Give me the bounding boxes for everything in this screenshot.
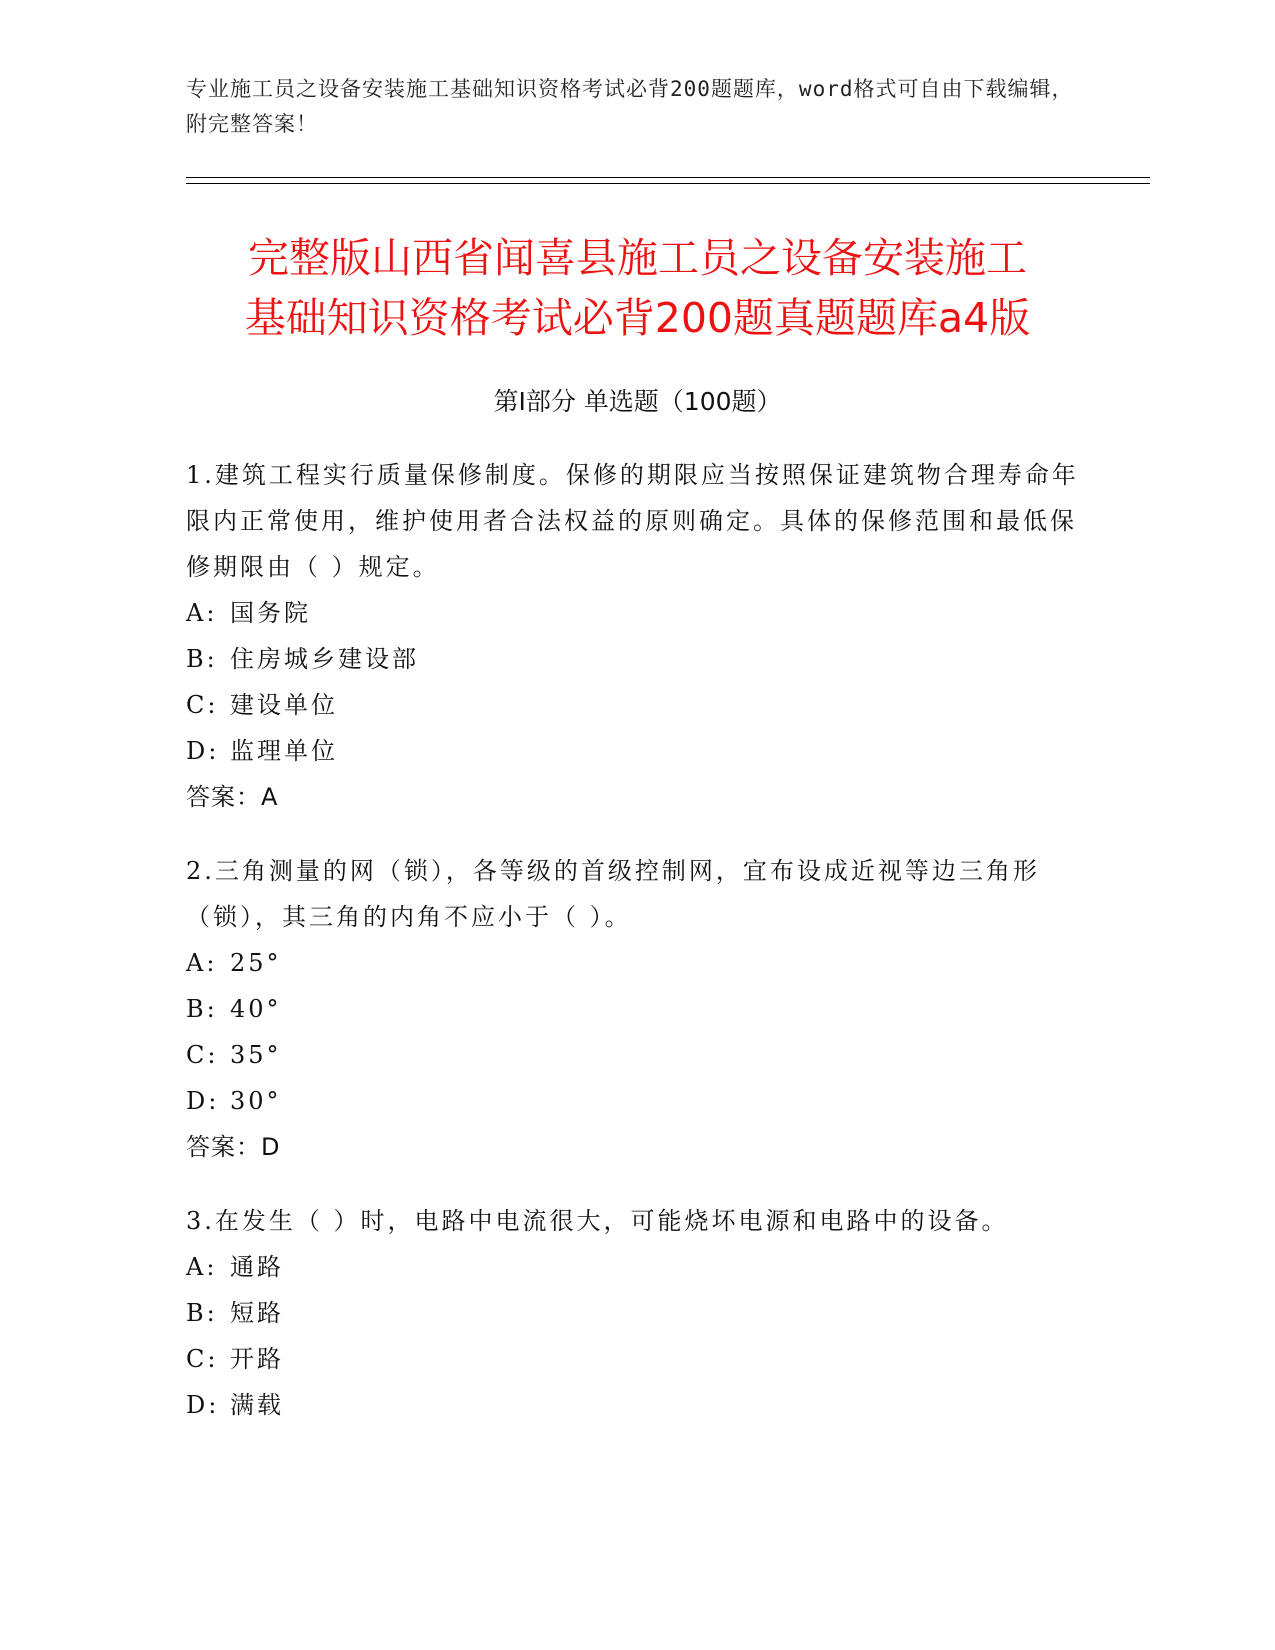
question-2 [186, 848, 1086, 1170]
question-stem: 2.三角测量的网（锁），各等级的首级控制网，宜布设成近视等边三角形（锁），其三角的内角不应小于（ ）。 [186, 857, 1040, 931]
option-text: 满载 [230, 1391, 284, 1419]
option-letter: A: [186, 599, 218, 627]
option-text: 30° [230, 1087, 282, 1115]
section-heading: 第Ⅰ部分 单选题（100题） [493, 387, 782, 416]
header-divider-bottom [186, 183, 1150, 184]
question-stem: 3.在发生（ ）时，电路中电流很大，可能烧坏电源和电路中的设备。 [186, 1207, 1009, 1235]
option-b [186, 1290, 1086, 1336]
option-a [186, 590, 1086, 636]
header-note: 专业施工员之设备安装施工基础知识资格考试必背200题题库，word格式可自由下载编辑，附完整答案！ [186, 77, 1074, 136]
answer: 答案：A [186, 783, 279, 811]
option-letter: C: [186, 1345, 219, 1373]
option-d [186, 1382, 1086, 1428]
option-a [186, 940, 1086, 986]
option-text: 通路 [230, 1253, 284, 1281]
option-letter: D: [186, 737, 220, 765]
option-c [186, 1336, 1086, 1382]
option-text: 25° [230, 949, 282, 977]
option-letter: C: [186, 691, 219, 719]
document-title [150, 228, 1125, 348]
option-b [186, 636, 1086, 682]
option-d [186, 1078, 1086, 1124]
question-3 [186, 1198, 1086, 1428]
option-text: 国务院 [230, 599, 311, 627]
option-c [186, 682, 1086, 728]
option-text: 40° [230, 995, 282, 1023]
answer: 答案：D [186, 1133, 281, 1161]
question-1 [186, 452, 1086, 820]
question-stem: 1.建筑工程实行质量保修制度。保修的期限应当按照保证建筑物合理寿命年限内正常使用，维护使用者合法权益的原则确定。具体的保修范围和最低保修期限由（ ）规定。 [186, 461, 1079, 581]
option-letter: B: [186, 1299, 218, 1327]
option-text: 住房城乡建设部 [230, 645, 419, 673]
option-text: 开路 [230, 1345, 284, 1373]
option-text: 短路 [230, 1299, 284, 1327]
option-text: 35° [230, 1041, 282, 1069]
option-letter: D: [186, 1087, 220, 1115]
option-b [186, 986, 1086, 1032]
option-d [186, 728, 1086, 774]
option-letter: D: [186, 1391, 220, 1419]
option-c [186, 1032, 1086, 1078]
option-letter: B: [186, 995, 218, 1023]
option-a [186, 1244, 1086, 1290]
option-text: 监理单位 [230, 737, 338, 765]
option-letter: C: [186, 1041, 219, 1069]
header-divider-top [186, 177, 1150, 178]
option-text: 建设单位 [230, 691, 338, 719]
option-letter: B: [186, 645, 218, 673]
option-letter: A: [186, 1253, 218, 1281]
option-letter: A: [186, 949, 218, 977]
document-title-line-1: 完整版山西省闻喜县施工员之设备安装施工 [248, 234, 1027, 282]
document-title-line-2: 基础知识资格考试必背200题真题题库a4版 [244, 294, 1031, 342]
